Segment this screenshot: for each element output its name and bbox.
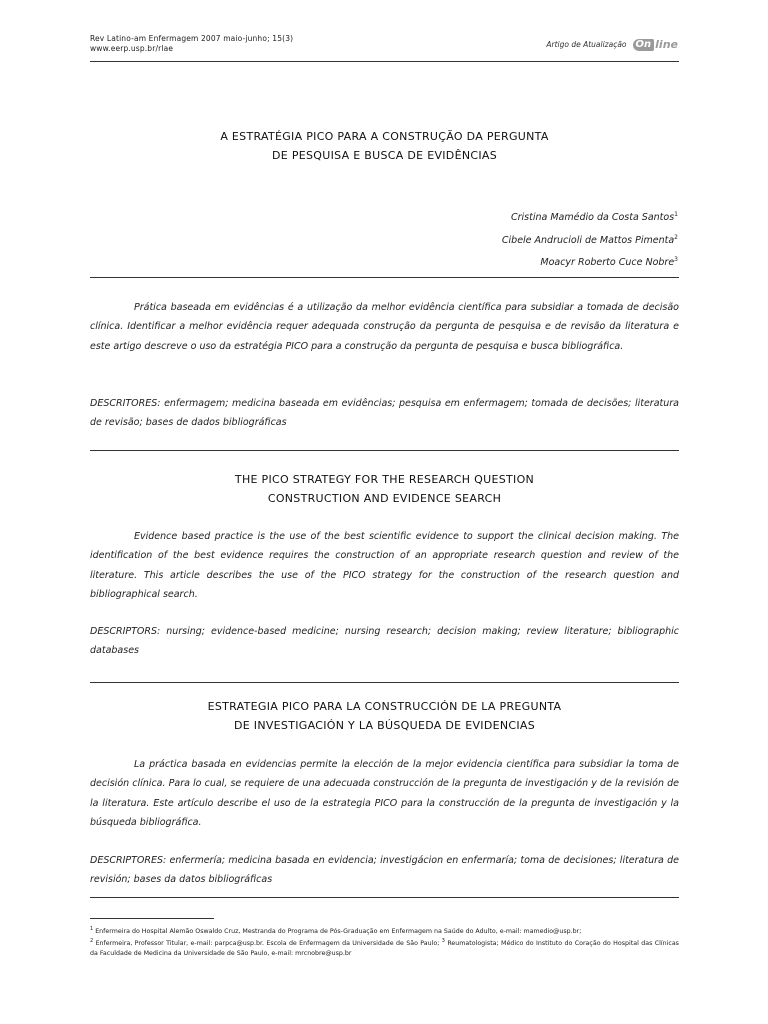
descriptors-portuguese: DESCRITORES: enfermagem; medicina baseada em evidências; pesquisa em enfermagem; tomada de decisões; literatura de revisão; bases de dados bibliográficas — [90, 398, 679, 429]
author-3: Moacyr Roberto Cuce Nobre$^3$ — [540, 256, 678, 268]
section-label: Artigo de Atualização — [546, 40, 627, 49]
journal-citation: Rev Latino-am Enfermagem 2007 maio-junho; 15(3) — [90, 34, 294, 43]
title-pt-line-2: DE PESQUISA E BUSCA DE EVIDÊNCIAS — [272, 149, 497, 162]
section-divider-es — [90, 897, 679, 898]
section-divider-pt — [90, 450, 679, 451]
logo-on-badge: On — [633, 39, 655, 51]
abstract-portuguese: Prática baseada em evidências é a utilização da melhor evidência científica para subsidiar a tomada de decisão clínica. Identificar a melhor evidência requer adequada construção da pergunta de pesquisa e de revisão da literatura e este artigo descreve o uso da estratégia PICO para a construção da pergunta de pesquisa e busca bibliográfica. — [90, 302, 679, 352]
title-spanish — [90, 697, 679, 735]
footnotes — [90, 925, 679, 958]
abstract-spanish: La práctica basada en evidencias permite la elección de la mejor evidencia científica para subsidiar la toma de decisión clínica. Para lo cual, se requiere de una adecuada construcción de la pregunta de investigación y de la revisión de la literatura. Este artículo describe el uso de la estrategia PICO para la construcción de la pregunta de investigación y la búsqueda bibliográfica. — [90, 759, 679, 828]
author-2-ref: 2 — [674, 233, 678, 241]
title-pt-line-1: A ESTRATÉGIA PICO PARA A CONSTRUÇÃO DA PERGUNTA — [220, 130, 549, 143]
footnote-separator — [90, 918, 214, 919]
abstract-english: Evidence based practice is the use of the best scientific evidence to support the clinical decision making. The identification of the best evidence requires the construction of an appropriate research question and review of the literature. This article describes the use of the PICO strategy for the construction of the research question and bibliographical search. — [90, 531, 679, 600]
title-en-line-1: THE PICO STRATEGY FOR THE RESEARCH QUESTION — [234, 473, 535, 486]
author-1: Cristina Mamédio da Costa Santos$^1$ — [511, 211, 678, 223]
author-1-ref: 1 — [674, 211, 678, 218]
footnote-3: $^3$ Reumatologista; Médico do Instituto do Coração do Hospital das Clínicas da Faculdade de Medicina da Universidade de São Paulo, e-mail: mrcnobre@usp.br — [90, 937, 679, 957]
author-list — [502, 205, 678, 273]
title-es-line-1: ESTRATEGIA PICO PARA LA CONSTRUCCIÓN DE LA PREGUNTA — [207, 700, 562, 713]
title-portuguese — [90, 127, 679, 165]
logo-line-text: line — [655, 38, 678, 51]
authors-divider — [90, 277, 679, 278]
author-2: Cibele Andrucioli de Mattos Pimenta$^2$ — [501, 233, 678, 246]
journal-url[interactable]: www.eerp.usp.br/rlae — [90, 44, 174, 53]
title-en-line-2: CONSTRUCTION AND EVIDENCE SEARCH — [267, 492, 502, 505]
title-es-line-2: DE INVESTIGACIÓN Y LA BÚSQUEDA DE EVIDENCIAS — [233, 719, 536, 732]
title-english — [90, 470, 679, 508]
running-header-citation — [90, 34, 293, 54]
footnote-2: $^2$ Enfermeira, Professor Titular, e-mail: parpca@usp.br. Escola de Enfermagem da Universidade de São Paulo; — [90, 937, 440, 947]
online-logo — [633, 38, 678, 51]
footnote-1: $^1$ Enfermeira do Hospital Alemão Oswaldo Cruz, Mestranda do Programa de Pós-Graduação em Enfermagem na Saúde do Adulto, e-mail: mamedio@usp.br; — [90, 926, 582, 935]
descriptors-spanish: DESCRIPTORES: enfermería; medicina basada en evidencia; investigácion en enfermaría; toma de decisiones; literatura de revisión; bases da datos bibliográficas — [90, 855, 679, 886]
running-header-right — [546, 38, 678, 51]
header-divider — [90, 61, 679, 62]
section-divider-en — [90, 682, 679, 683]
author-3-ref: 3 — [674, 256, 678, 263]
descriptors-english: DESCRIPTORS: nursing; evidence-based medicine; nursing research; decision making; review literature; bibliographic databases — [90, 626, 679, 657]
